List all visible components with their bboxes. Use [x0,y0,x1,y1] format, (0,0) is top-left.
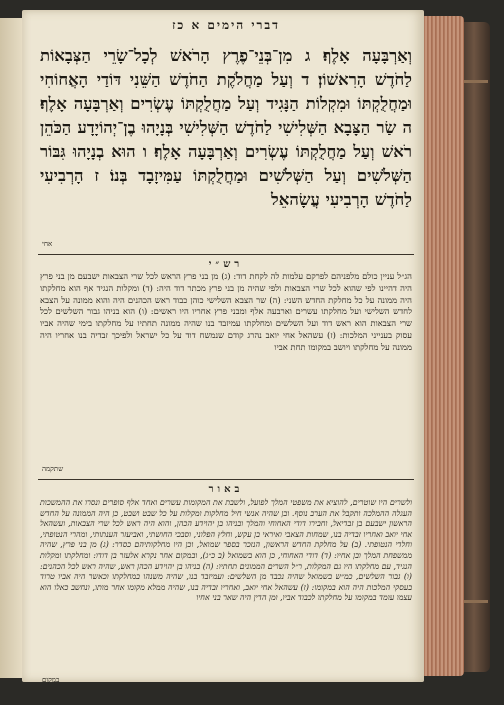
running-head: דברי הימים א כז [172,18,280,32]
bible-text: וְאַרְבָּעָה אָלֶף׃ ג מִן־בְּנֵי־פֶרֶץ הָרֹאשׁ לְכָל־שָׂרֵי הַצְּבָאוֹת לַחֹדֶשׁ הָרִאשׁוֹן׃ ד וְעַל מַחֲלֹקֶת הַחֹדֶשׁ הַשֵּׁנִי דּוֹדַי הָאֲחוֹחִי וּמַחֲלֻקְתּוֹ וּמִקְלוֹת הַנָּגִיד וְעַל מַחֲלֻקְתּוֹ עֶשְׂרִים וְאַרְבָּעָה אָלֶף׃ ה שַׂר הַצָּבָא הַשְּׁלִישִׁי לַחֹדֶשׁ הַשְּׁלִישִׁי בְּנָיָהוּ בֶן־יְהוֹיָדָע הַכֹּהֵן רֹאשׁ וְעַל מַחֲלֻקְתּוֹ עֶשְׂרִים וְאַרְבָּעָה אָלֶף׃ ו הוּא בְנָיָהוּ גִּבּוֹר הַשְּׁלֹשִׁים וְעַל הַשְּׁלֹשִׁים וּמַחֲלֻקְתּוֹ עַמִּיזָבָד בְּנוֹ׃ ז הָרְבִיעִי לַחֹדֶשׁ הָרְבִיעִי עֲשָׂהאֵל [40,46,412,209]
divider [38,479,414,480]
rashi-catchword: שתקמה [42,465,64,473]
bible-catchword: אחי [42,240,53,248]
cover-band [460,80,488,83]
divider [38,254,414,255]
biur-commentary: ולשרים היו שוטרים, להוציא את משפטי המלך לפועל, ולשבת את המקומות עשרים ואחד אלף סופרים ונסרו את ההמשכות העגלה ההמלכה ותקבל את הערב נוסף. ובן שהיה אנשי חיל מחלקות ומקלות על כל שבט ושבט, כן היה הממונה על החדש הראשון ישבעם בן זבדיאל, וחבירו דודי האחוחי והמלך ובניהו בן יהוידע הכהן, והוא היה ראש לכל שרי הצבאות, ועשהאל אחי יואב ואחריו זבדיה בנו, שמחות הצאבי ואיראי בן עקש, וחלץ הפלוני, וסבכי החושתי, ואביעזר הענתותי, ומהרי הנטופתי, וחלדי הנטופתי. (ב) על מחלקת החדש הראשון, הנזכר בספר שמואל, וכן היו מחלקותיהם כסדר: (ג) מן בני פרץ, שהיה ממשפחת המלך ובן אחיו: (ד) דודי האחוחי, כן הוא בשמואל (ב כ״ג), ובמקום אחר נקרא אלעזר בן דודו: ומחלקתו ומקלות הנגיד, עם מחלקתו היו גם המקלות, ר״ל השרים הממונים תחתיו: (ה) בניהו בן יהוידע הכהן ראש, שהיה ראש לכל הכהנים: (ו) גבור השלשים, כמ״ש בשמואל שהיה נכבד מן השלשים: ועמיזבד בנו, שהיה משנהו במחלקתו וכאשר היה אביו טרוד בעסקי המלכות היה הוא במקומו: (ז) עשהאל אחי יואב, ואחריו זבדיה בנו, שהיה ממלא מקומו אחר מותו, ונחשב כאלו הוא עצמו עומד במקומו על מחלקתו לכבוד אביו, ומן הדין היה שאר בני אחיו [40,498,412,603]
biur-catchword: במקום [42,676,60,684]
cover-band [460,600,488,603]
rashi-commentary: הג״ל עניין כולם מלפניהם לפרקם עלמות לה לקחת דוד: (ג) מן בני פרץ הראש לכל שרי הצבאות ישבעם מן בני פרץ היה דהיינו לפי שהוא לכל שרי הצבאות ולפי שהיה מן בני פרץ מכתר דוד היה: (ד) ומקלות הנגיד אף הוא מחלקתו היה ממונה על כל מחלקת החדש השני: (ה) שר הצבא השלישי כוהן כבוד ראש הכהנים היה והוא ממונה על הצבא לחדש השלישי ועל מחלקתו עשרים וארבעה אלף ומבני פרץ אחריו היו ראשים: (ו) הוא בניהו גבור השלשים לכל שרי הצבאות הוא ראש דוד ועל השלשים ומחלקתו עמיזבד בנו שהיה ממונה תחתיו על מחלקתו בימי שהיה אביו עסוק בענייני המלכות: (ז) עשהאל אחי יואב נהרג קודם שנמשח דוד על כל ישראל ולפיכך זבדיה בנו אחריו היה ממונה על מחלקתו ויושב במקומו תחת אביו [40,271,412,352]
previous-page-edge [0,18,23,678]
page-content [36,14,416,684]
page-fore-edge [420,16,464,676]
rashi-heading: רש״י [208,259,244,270]
biur-heading: באור [208,484,244,495]
